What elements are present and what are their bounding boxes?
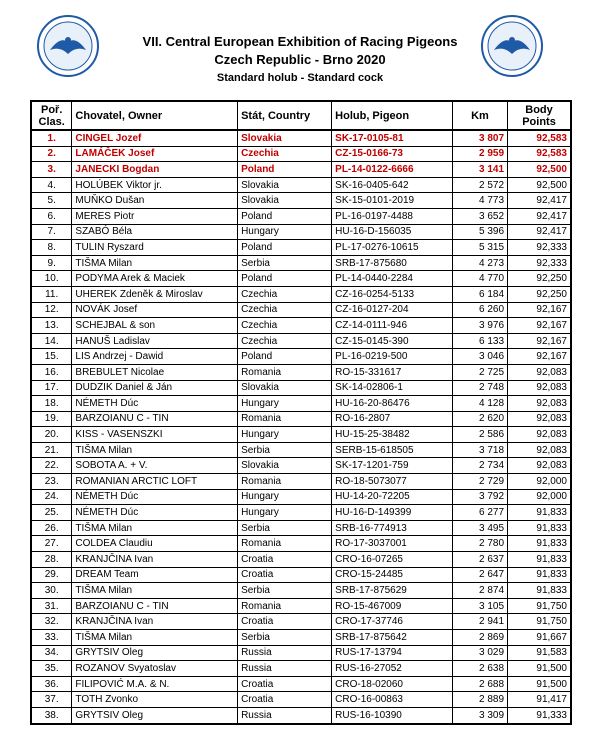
cell-position: 20. (31, 427, 72, 443)
table-row (31, 520, 571, 536)
cell-km: 2 874 (452, 583, 507, 599)
cell-position: 17. (31, 380, 72, 396)
cell-pigeon: RO-16-2807 (332, 411, 453, 427)
cell-km: 3 792 (452, 489, 507, 505)
cell-owner: TULIN Ryszard (72, 240, 238, 256)
cell-position: 32. (31, 614, 72, 630)
cell-points: 92,250 (508, 271, 571, 287)
cell-km: 3 141 (452, 162, 507, 178)
exhibition-logo-left (36, 14, 100, 78)
cell-country: Romania (238, 536, 332, 552)
cell-points: 91,583 (508, 645, 571, 661)
cell-owner: DREAM Team (72, 567, 238, 583)
table-row (31, 505, 571, 521)
table-row (31, 552, 571, 568)
cell-points: 91,833 (508, 583, 571, 599)
col-header-position: Poř. Clas. (31, 101, 72, 130)
cell-country: Serbia (238, 255, 332, 271)
cell-owner: MERES Piotr (72, 208, 238, 224)
cell-owner: KISS - VASENSZKI (72, 427, 238, 443)
table-header-row (31, 101, 571, 130)
cell-owner: NÉMETH Dúc (72, 505, 238, 521)
cell-country: Romania (238, 474, 332, 490)
cell-position: 27. (31, 536, 72, 552)
cell-points: 92,500 (508, 162, 571, 178)
cell-position: 14. (31, 333, 72, 349)
cell-owner: COLDEA Claudiu (72, 536, 238, 552)
cell-country: Romania (238, 364, 332, 380)
cell-km: 2 748 (452, 380, 507, 396)
cell-country: Czechia (238, 318, 332, 334)
cell-owner: ROMANIAN ARCTIC LOFT (72, 474, 238, 490)
table-row (31, 162, 571, 178)
cell-pigeon: CRO-18-02060 (332, 676, 453, 692)
cell-pigeon: SRB-17-875680 (332, 255, 453, 271)
cell-country: Serbia (238, 442, 332, 458)
table-row (31, 411, 571, 427)
cell-country: Hungary (238, 489, 332, 505)
cell-pigeon: PL-16-0219-500 (332, 349, 453, 365)
cell-points: 92,167 (508, 318, 571, 334)
cell-position: 23. (31, 474, 72, 490)
cell-position: 16. (31, 364, 72, 380)
cell-points: 92,417 (508, 208, 571, 224)
table-row (31, 177, 571, 193)
table-row (31, 146, 571, 162)
cell-owner: LIS Andrzej - Dawid (72, 349, 238, 365)
cell-km: 4 773 (452, 193, 507, 209)
cell-country: Serbia (238, 520, 332, 536)
cell-country: Hungary (238, 224, 332, 240)
cell-pigeon: CRO-16-00863 (332, 692, 453, 708)
cell-points: 92,000 (508, 489, 571, 505)
cell-country: Romania (238, 598, 332, 614)
cell-position: 10. (31, 271, 72, 287)
cell-position: 21. (31, 442, 72, 458)
cell-pigeon: PL-16-0197-4488 (332, 208, 453, 224)
cell-country: Poland (238, 162, 332, 178)
table-row (31, 474, 571, 490)
cell-pigeon: PL-17-0276-10615 (332, 240, 453, 256)
table-row (31, 208, 571, 224)
table-row (31, 255, 571, 271)
cell-pigeon: PL-14-0440-2284 (332, 271, 453, 287)
cell-km: 6 184 (452, 286, 507, 302)
table-row (31, 661, 571, 677)
cell-owner: HOLÚBEK Viktor jr. (72, 177, 238, 193)
cell-points: 92,500 (508, 177, 571, 193)
cell-position: 26. (31, 520, 72, 536)
document-title: VII. Central European Exhibition of Racing Pigeons (142, 34, 458, 49)
table-row (31, 224, 571, 240)
cell-position: 11. (31, 286, 72, 302)
cell-owner: SZABÓ Béla (72, 224, 238, 240)
cell-points: 92,417 (508, 224, 571, 240)
table-row (31, 286, 571, 302)
col-header-points: Body Points (508, 101, 571, 130)
cell-km: 4 128 (452, 396, 507, 412)
cell-owner: FILIPOVIĆ M.A. & N. (72, 676, 238, 692)
cell-country: Russia (238, 645, 332, 661)
cell-position: 30. (31, 583, 72, 599)
cell-km: 4 273 (452, 255, 507, 271)
cell-km: 2 941 (452, 614, 507, 630)
cell-km: 2 959 (452, 146, 507, 162)
cell-country: Slovakia (238, 458, 332, 474)
cell-pigeon: CZ-15-0145-390 (332, 333, 453, 349)
cell-country: Poland (238, 240, 332, 256)
cell-km: 5 396 (452, 224, 507, 240)
cell-points: 92,083 (508, 442, 571, 458)
cell-pigeon: RO-18-5073077 (332, 474, 453, 490)
cell-position: 1. (31, 130, 72, 146)
cell-pigeon: PL-14-0122-6666 (332, 162, 453, 178)
cell-owner: BARZOIANU C - TIN (72, 411, 238, 427)
cell-km: 2 620 (452, 411, 507, 427)
cell-position: 31. (31, 598, 72, 614)
cell-owner: HANUŠ Ladislav (72, 333, 238, 349)
cell-pigeon: CRO-15-24485 (332, 567, 453, 583)
cell-owner: PODYMA Arek & Maciek (72, 271, 238, 287)
cell-owner: ROZANOV Svyatoslav (72, 661, 238, 677)
table-row (31, 130, 571, 146)
table-row (31, 707, 571, 723)
cell-km: 3 718 (452, 442, 507, 458)
cell-owner: SCHEJBAL & son (72, 318, 238, 334)
cell-pigeon: RO-15-467009 (332, 598, 453, 614)
table-row (31, 396, 571, 412)
cell-owner: GRYTSIV Oleg (72, 707, 238, 723)
cell-pigeon: HU-15-25-38482 (332, 427, 453, 443)
cell-owner: BREBULET Nicolae (72, 364, 238, 380)
cell-km: 2 647 (452, 567, 507, 583)
col-header-km: Km (452, 101, 507, 130)
cell-owner: TIŠMA Milan (72, 630, 238, 646)
cell-position: 24. (31, 489, 72, 505)
cell-country: Serbia (238, 583, 332, 599)
table-row (31, 645, 571, 661)
table-row (31, 692, 571, 708)
cell-position: 38. (31, 707, 72, 723)
cell-points: 91,750 (508, 598, 571, 614)
table-row (31, 240, 571, 256)
document-category: Standard holub - Standard cock (216, 72, 384, 84)
cell-points: 92,083 (508, 411, 571, 427)
cell-pigeon: HU-16-D-149399 (332, 505, 453, 521)
cell-km: 2 586 (452, 427, 507, 443)
cell-owner: DUDZIK Daniel & Ján (72, 380, 238, 396)
cell-points: 92,083 (508, 427, 571, 443)
cell-position: 8. (31, 240, 72, 256)
table-row (31, 614, 571, 630)
cell-country: Czechia (238, 146, 332, 162)
cell-points: 91,667 (508, 630, 571, 646)
cell-country: Czechia (238, 302, 332, 318)
cell-points: 91,833 (508, 536, 571, 552)
cell-km: 2 572 (452, 177, 507, 193)
table-row (31, 536, 571, 552)
cell-km: 2 889 (452, 692, 507, 708)
cell-country: Croatia (238, 552, 332, 568)
cell-country: Slovakia (238, 193, 332, 209)
cell-owner: KRANJČINA Ivan (72, 614, 238, 630)
col-header-owner: Chovatel, Owner (72, 101, 238, 130)
cell-owner: JANECKI Bogdan (72, 162, 238, 178)
cell-country: Poland (238, 271, 332, 287)
table-row (31, 567, 571, 583)
cell-owner: LAMÁČEK Josef (72, 146, 238, 162)
cell-km: 3 495 (452, 520, 507, 536)
cell-points: 92,167 (508, 333, 571, 349)
cell-position: 28. (31, 552, 72, 568)
cell-pigeon: SERB-15-618505 (332, 442, 453, 458)
cell-country: Hungary (238, 396, 332, 412)
cell-points: 92,000 (508, 474, 571, 490)
table-row (31, 427, 571, 443)
table-row (31, 364, 571, 380)
cell-km: 2 725 (452, 364, 507, 380)
cell-pigeon: RO-17-3037001 (332, 536, 453, 552)
cell-points: 91,833 (508, 505, 571, 521)
cell-pigeon: CZ-16-0254-5133 (332, 286, 453, 302)
col-header-country: Stát, Country (238, 101, 332, 130)
cell-pigeon: HU-14-20-72205 (332, 489, 453, 505)
cell-owner: MUŇKO Dušan (72, 193, 238, 209)
cell-country: Czechia (238, 286, 332, 302)
cell-points: 92,250 (508, 286, 571, 302)
cell-owner: TIŠMA Milan (72, 442, 238, 458)
cell-points: 92,333 (508, 255, 571, 271)
cell-pigeon: HU-16-D-156035 (332, 224, 453, 240)
cell-points: 91,333 (508, 707, 571, 723)
cell-owner: NOVÁK Josef (72, 302, 238, 318)
cell-position: 25. (31, 505, 72, 521)
cell-country: Slovakia (238, 130, 332, 146)
cell-country: Serbia (238, 630, 332, 646)
cell-points: 92,583 (508, 146, 571, 162)
cell-pigeon: HU-16-20-86476 (332, 396, 453, 412)
cell-owner: CINGEL Jozef (72, 130, 238, 146)
cell-pigeon: SK-17-0105-81 (332, 130, 453, 146)
cell-pigeon: SK-15-0101-2019 (332, 193, 453, 209)
cell-country: Croatia (238, 567, 332, 583)
cell-points: 91,833 (508, 567, 571, 583)
cell-points: 92,417 (508, 193, 571, 209)
table-row (31, 302, 571, 318)
table-row (31, 458, 571, 474)
cell-position: 15. (31, 349, 72, 365)
cell-country: Hungary (238, 505, 332, 521)
cell-km: 3 309 (452, 707, 507, 723)
cell-points: 92,083 (508, 364, 571, 380)
cell-points: 92,167 (508, 349, 571, 365)
cell-country: Slovakia (238, 380, 332, 396)
table-row (31, 583, 571, 599)
cell-position: 13. (31, 318, 72, 334)
cell-owner: GRYTSIV Oleg (72, 645, 238, 661)
cell-pigeon: SK-14-02806-1 (332, 380, 453, 396)
cell-position: 9. (31, 255, 72, 271)
cell-pigeon: SK-17-1201-759 (332, 458, 453, 474)
cell-position: 22. (31, 458, 72, 474)
cell-km: 3 105 (452, 598, 507, 614)
cell-km: 5 315 (452, 240, 507, 256)
cell-points: 91,500 (508, 661, 571, 677)
cell-position: 37. (31, 692, 72, 708)
cell-km: 3 029 (452, 645, 507, 661)
cell-country: Russia (238, 707, 332, 723)
table-row (31, 598, 571, 614)
cell-owner: KRANJČINA Ivan (72, 552, 238, 568)
cell-owner: UHEREK Zdeněk & Miroslav (72, 286, 238, 302)
cell-country: Croatia (238, 614, 332, 630)
cell-country: Hungary (238, 427, 332, 443)
cell-pigeon: SRB-17-875642 (332, 630, 453, 646)
cell-pigeon: CZ-15-0166-73 (332, 146, 453, 162)
cell-km: 2 638 (452, 661, 507, 677)
table-row (31, 318, 571, 334)
cell-owner: TIŠMA Milan (72, 255, 238, 271)
table-row (31, 676, 571, 692)
cell-position: 19. (31, 411, 72, 427)
cell-country: Poland (238, 349, 332, 365)
cell-country: Romania (238, 411, 332, 427)
cell-km: 2 734 (452, 458, 507, 474)
cell-km: 6 260 (452, 302, 507, 318)
cell-position: 2. (31, 146, 72, 162)
cell-position: 6. (31, 208, 72, 224)
cell-pigeon: CZ-16-0127-204 (332, 302, 453, 318)
cell-position: 18. (31, 396, 72, 412)
cell-points: 92,583 (508, 130, 571, 146)
cell-owner: TOTH Zvonko (72, 692, 238, 708)
cell-pigeon: SRB-16-774913 (332, 520, 453, 536)
cell-pigeon: CRO-17-37746 (332, 614, 453, 630)
cell-position: 4. (31, 177, 72, 193)
cell-country: Russia (238, 661, 332, 677)
cell-country: Croatia (238, 676, 332, 692)
cell-owner: TIŠMA Milan (72, 520, 238, 536)
cell-position: 3. (31, 162, 72, 178)
cell-km: 6 133 (452, 333, 507, 349)
cell-points: 92,083 (508, 396, 571, 412)
table-row (31, 349, 571, 365)
cell-pigeon: RO-15-331617 (332, 364, 453, 380)
cell-km: 3 652 (452, 208, 507, 224)
cell-country: Poland (238, 208, 332, 224)
table-row (31, 333, 571, 349)
table-row (31, 630, 571, 646)
cell-position: 36. (31, 676, 72, 692)
col-header-pigeon: Holub, Pigeon (332, 101, 453, 130)
cell-pigeon: CRO-16-07265 (332, 552, 453, 568)
cell-km: 2 637 (452, 552, 507, 568)
table-row (31, 380, 571, 396)
cell-country: Slovakia (238, 177, 332, 193)
cell-owner: NÉMETH Dúc (72, 396, 238, 412)
cell-km: 4 770 (452, 271, 507, 287)
cell-pigeon: RUS-17-13794 (332, 645, 453, 661)
cell-points: 91,417 (508, 692, 571, 708)
cell-points: 91,500 (508, 676, 571, 692)
cell-pigeon: SK-16-0405-642 (332, 177, 453, 193)
results-table (30, 100, 572, 725)
cell-owner: BARZOIANU C - TIN (72, 598, 238, 614)
table-row (31, 271, 571, 287)
cell-km: 2 869 (452, 630, 507, 646)
cell-position: 33. (31, 630, 72, 646)
cell-position: 29. (31, 567, 72, 583)
cell-position: 12. (31, 302, 72, 318)
cell-points: 91,833 (508, 552, 571, 568)
cell-points: 91,750 (508, 614, 571, 630)
table-row (31, 489, 571, 505)
cell-country: Czechia (238, 333, 332, 349)
cell-pigeon: CZ-14-0111-946 (332, 318, 453, 334)
cell-points: 92,083 (508, 458, 571, 474)
cell-points: 92,083 (508, 380, 571, 396)
cell-points: 92,167 (508, 302, 571, 318)
cell-km: 3 046 (452, 349, 507, 365)
cell-position: 7. (31, 224, 72, 240)
cell-position: 35. (31, 661, 72, 677)
cell-km: 2 780 (452, 536, 507, 552)
cell-pigeon: RUS-16-27052 (332, 661, 453, 677)
cell-pigeon: SRB-17-875629 (332, 583, 453, 599)
cell-points: 91,833 (508, 520, 571, 536)
cell-km: 3 976 (452, 318, 507, 334)
cell-km: 3 807 (452, 130, 507, 146)
cell-km: 2 688 (452, 676, 507, 692)
cell-km: 6 277 (452, 505, 507, 521)
cell-owner: SOBOTA A. + V. (72, 458, 238, 474)
cell-km: 2 729 (452, 474, 507, 490)
cell-position: 34. (31, 645, 72, 661)
cell-position: 5. (31, 193, 72, 209)
cell-country: Croatia (238, 692, 332, 708)
cell-owner: NÉMETH Dúc (72, 489, 238, 505)
document-location: Czech Republic - Brno 2020 (214, 52, 386, 67)
cell-pigeon: RUS-16-10390 (332, 707, 453, 723)
cell-owner: TIŠMA Milan (72, 583, 238, 599)
cell-points: 92,333 (508, 240, 571, 256)
table-row (31, 193, 571, 209)
table-row (31, 442, 571, 458)
